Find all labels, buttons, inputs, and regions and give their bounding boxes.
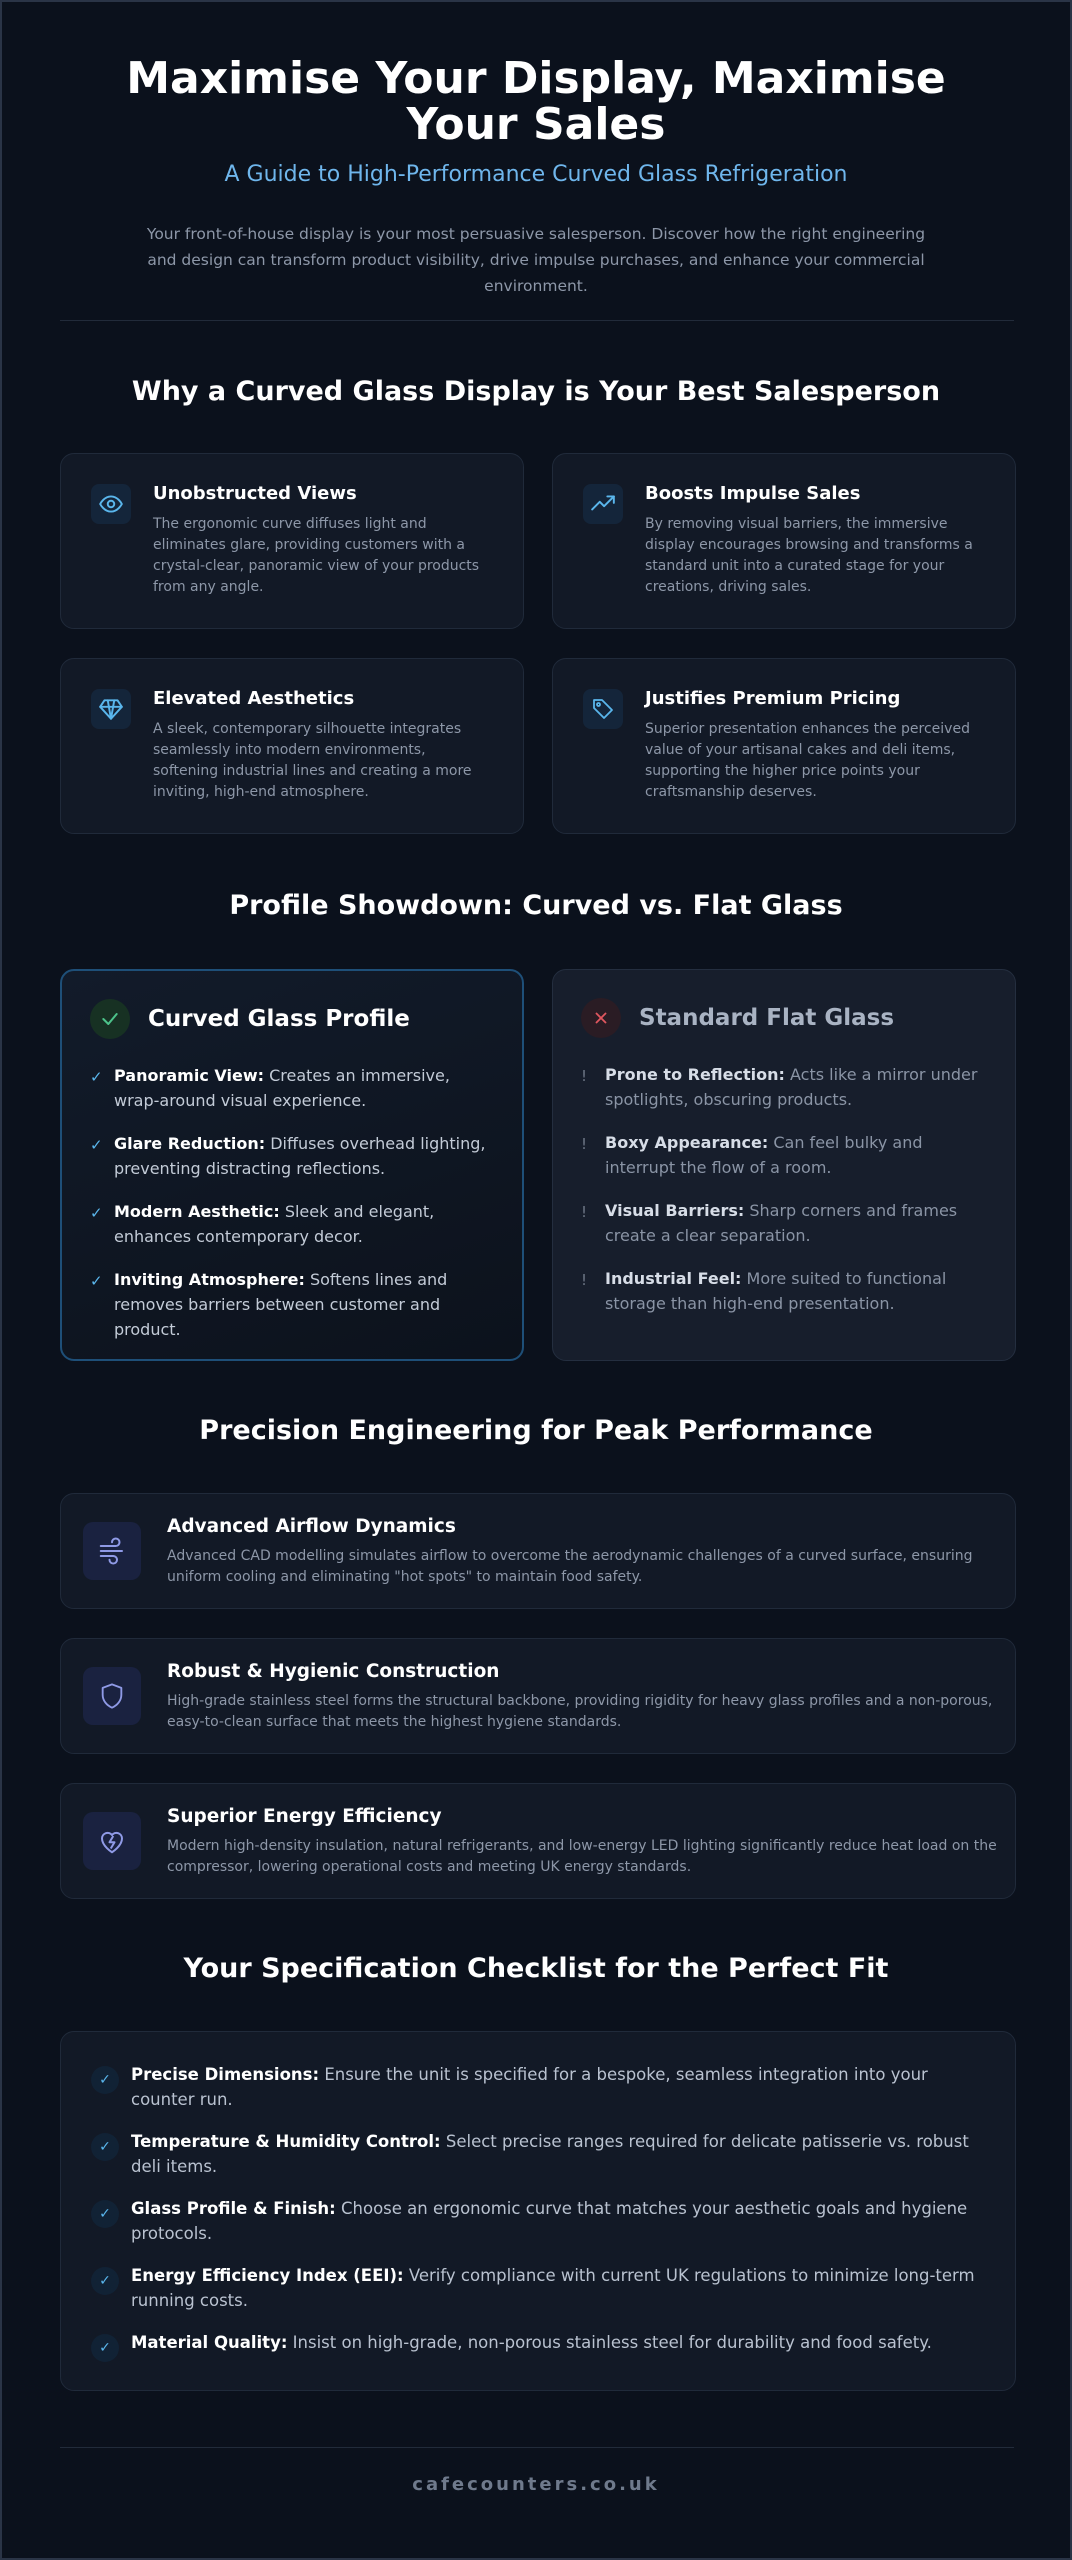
curved-card-title: Curved Glass Profile xyxy=(148,1006,410,1032)
tag-icon xyxy=(583,689,623,729)
benefit-title: Elevated Aesthetics xyxy=(153,688,355,709)
item-text: Insist on high-grade, non-porous stainless steel for durability and food safety. xyxy=(287,2333,932,2352)
benefit-desc: The ergonomic curve diffuses light and eliminates glare, providing customers with a crystal-clear, panoramic view of your products from any angle. xyxy=(153,516,480,595)
benefit-title: Unobstructed Views xyxy=(153,483,357,504)
checklist-item xyxy=(91,2196,983,2246)
checklist-card xyxy=(60,2031,1016,2391)
check-icon: ✓ xyxy=(90,1272,103,1290)
item-text: Diffuses overhead lighting, preventing distracting reflections. xyxy=(114,1134,486,1178)
list-item xyxy=(581,1062,991,1112)
flat-glass-card xyxy=(552,969,1016,1361)
item-label: Prone to Reflection: xyxy=(605,1065,785,1084)
item-label: Precise Dimensions: xyxy=(131,2065,320,2084)
flat-cons-list xyxy=(581,1062,991,1334)
item-text: Sharp corners and frames create a clear separation. xyxy=(605,1201,958,1245)
item-text: More suited to functional storage than high-end presentation. xyxy=(605,1269,947,1313)
footer-site[interactable]: cafecounters.co.uk xyxy=(412,2474,660,2495)
check-icon: ✓ xyxy=(91,2334,119,2362)
checklist-item xyxy=(91,2263,983,2313)
page-subtitle: A Guide to High-Performance Curved Glass Refrigeration xyxy=(224,162,848,187)
benefit-card-impulse-sales xyxy=(552,453,1016,629)
item-text: Can feel bulky and interrupt the flow of a room. xyxy=(605,1133,923,1177)
engineering-desc: Advanced CAD modelling simulates airflow to overcome the aerodynamic challenges of a curved surface, ensuring uniform cooling and eliminating "hot spots" to maintain food safety. xyxy=(167,1548,973,1585)
list-item xyxy=(90,1199,500,1249)
divider xyxy=(60,2447,1014,2448)
curved-card-header xyxy=(90,999,410,1039)
checklist-item xyxy=(91,2330,983,2362)
item-text: Softens lines and removes barriers between customer and product. xyxy=(114,1270,448,1339)
engineering-desc: Modern high-density insulation, natural refrigerants, and low-energy LED lighting significantly reduce heat load on the compressor, lowering operational costs and meeting UK energy standards. xyxy=(167,1838,997,1875)
engineering-desc: High-grade stainless steel forms the structural backbone, providing rigidity for heavy glass profiles and a non-porous, easy-to-clean surface that meets the highest hygiene standards. xyxy=(167,1693,993,1730)
check-icon: ✓ xyxy=(91,2267,119,2295)
item-text: Choose an ergonomic curve that matches your aesthetic goals and hygiene protocols. xyxy=(131,2199,968,2243)
list-item xyxy=(90,1063,500,1113)
check-icon: ✓ xyxy=(91,2200,119,2228)
engineering-card-airflow xyxy=(60,1493,1016,1609)
checklist-title: Your Specification Checklist for the Perfect Fit xyxy=(183,1953,889,1984)
energy-heart-icon xyxy=(83,1812,141,1870)
check-icon: ✓ xyxy=(90,1068,103,1086)
check-circle-icon xyxy=(90,999,130,1039)
benefit-desc: Superior presentation enhances the perceived value of your artisanal cakes and deli items, supporting the higher price points your craftsmanship deserves. xyxy=(645,721,970,800)
curved-glass-card xyxy=(60,969,524,1361)
eye-icon xyxy=(91,484,131,524)
close-circle-icon xyxy=(581,998,621,1038)
curved-pros-list xyxy=(90,1063,500,1360)
shield-icon xyxy=(83,1667,141,1725)
benefit-card-unobstructed-views xyxy=(60,453,524,629)
list-item xyxy=(581,1198,991,1248)
engineering-title: Precision Engineering for Peak Performance xyxy=(199,1415,873,1446)
page-title: Maximise Your Display, Maximise Your Sales xyxy=(126,53,946,150)
benefit-desc: A sleek, contemporary silhouette integrates seamlessly into modern environments, softening industrial lines and creating a more inviting, high-end atmosphere. xyxy=(153,721,472,800)
item-label: Glass Profile & Finish: xyxy=(131,2199,336,2218)
gem-icon xyxy=(91,689,131,729)
engineering-card-construction xyxy=(60,1638,1016,1754)
item-label: Energy Efficiency Index (EEI): xyxy=(131,2266,404,2285)
item-label: Material Quality: xyxy=(131,2333,288,2352)
item-label: Temperature & Humidity Control: xyxy=(131,2132,441,2151)
item-label: Industrial Feel: xyxy=(605,1269,742,1288)
checklist-item xyxy=(91,2129,983,2179)
benefits-title: Why a Curved Glass Display is Your Best Salesperson xyxy=(131,376,941,407)
engineering-title-text: Advanced Airflow Dynamics xyxy=(167,1516,456,1537)
engineering-card-energy xyxy=(60,1783,1016,1899)
item-text: Acts like a mirror under spotlights, obscuring products. xyxy=(605,1065,978,1109)
check-icon: ✓ xyxy=(90,1136,103,1154)
intro-text: Your front-of-house display is your most persuasive salesperson. Discover how the right engineering and design can transform product visibility, drive impulse purchases, and enhance your commercial environment. xyxy=(146,225,926,295)
hero xyxy=(2,2,1070,299)
list-item xyxy=(90,1131,500,1181)
checklist-item xyxy=(91,2062,983,2112)
warning-icon: ! xyxy=(581,1203,588,1221)
item-text: Sleek and elegant, enhances contemporary decor. xyxy=(114,1202,435,1246)
item-text: Select precise ranges required for delicate patisserie vs. robust deli items. xyxy=(131,2132,969,2176)
item-label: Inviting Atmosphere: xyxy=(114,1270,305,1289)
airflow-icon xyxy=(83,1522,141,1580)
item-label: Visual Barriers: xyxy=(605,1201,745,1220)
item-label: Glare Reduction: xyxy=(114,1134,266,1153)
divider xyxy=(60,320,1014,321)
benefit-card-aesthetics xyxy=(60,658,524,834)
item-text: Ensure the unit is specified for a bespoke, seamless integration into your counter run. xyxy=(131,2065,928,2109)
flat-card-header xyxy=(581,998,894,1038)
comparison-title: Profile Showdown: Curved vs. Flat Glass xyxy=(229,890,843,921)
list-item xyxy=(581,1130,991,1180)
benefit-title: Boosts Impulse Sales xyxy=(645,483,861,504)
trending-up-icon xyxy=(583,484,623,524)
benefit-desc: By removing visual barriers, the immersive display encourages browsing and transforms a standard unit into a curated stage for your creations, driving sales. xyxy=(645,516,973,595)
engineering-title-text: Robust & Hygienic Construction xyxy=(167,1661,500,1682)
flat-card-title: Standard Flat Glass xyxy=(639,1005,895,1031)
item-label: Panoramic View: xyxy=(114,1066,264,1085)
item-text: Verify compliance with current UK regulations to minimize long-term running costs. xyxy=(131,2266,975,2310)
item-label: Boxy Appearance: xyxy=(605,1133,769,1152)
check-icon: ✓ xyxy=(90,1204,103,1222)
list-item xyxy=(90,1267,500,1342)
warning-icon: ! xyxy=(581,1271,588,1289)
item-text: Creates an immersive, wrap-around visual experience. xyxy=(114,1066,450,1110)
warning-icon: ! xyxy=(581,1135,588,1153)
list-item xyxy=(581,1266,991,1316)
item-label: Modern Aesthetic: xyxy=(114,1202,280,1221)
benefit-card-premium-pricing xyxy=(552,658,1016,834)
checklist xyxy=(91,2062,983,2379)
check-icon: ✓ xyxy=(91,2133,119,2161)
check-icon: ✓ xyxy=(91,2066,119,2094)
engineering-title-text: Superior Energy Efficiency xyxy=(167,1806,442,1827)
warning-icon: ! xyxy=(581,1067,588,1085)
benefit-title: Justifies Premium Pricing xyxy=(645,688,901,709)
